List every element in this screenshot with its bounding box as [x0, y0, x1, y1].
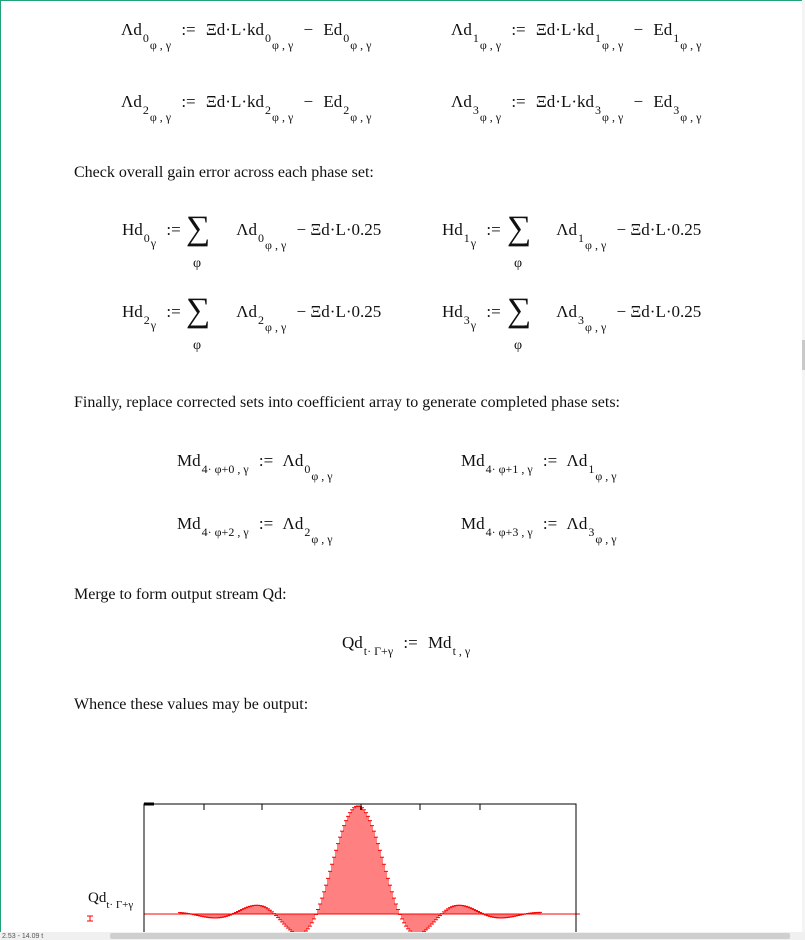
sum-var: φ	[193, 338, 202, 353]
eq-idx: φ , γ	[265, 238, 287, 252]
sum-var: φ	[193, 256, 202, 271]
eq-sub: 2	[258, 313, 265, 327]
finally-text: Finally, replace corrected sets into coefficient array to generate completed phase sets:	[74, 394, 620, 411]
eq-idx: φ , γ	[149, 38, 172, 52]
eq-sub: 2	[142, 103, 149, 117]
plot-y-label	[88, 890, 134, 911]
trace-marker-icon	[86, 914, 94, 922]
eq-sub: 1	[463, 231, 470, 245]
eq-sub: 3	[588, 525, 595, 539]
eq-lhs: Hd	[122, 302, 143, 321]
eq-term: Λd	[556, 302, 578, 321]
eq-sub: 0	[304, 462, 311, 476]
eq-sub: 1	[578, 231, 585, 245]
stem-plot[interactable]	[140, 800, 580, 936]
eq-rhs-b: Ed	[323, 92, 343, 111]
eq-idx: φ , γ	[602, 38, 624, 52]
eq-rhs: Λd	[566, 514, 588, 533]
eq-idx: φ , γ	[479, 110, 502, 124]
eq-sub: 3	[578, 313, 585, 327]
eq-lhs: Md	[177, 451, 201, 470]
check-gain-text: Check overall gain error across each phase set:	[74, 164, 374, 181]
eq-sub: 0	[143, 231, 150, 245]
eq-term: Λd	[556, 220, 578, 239]
eq-sub: 2	[143, 313, 150, 327]
whence-text: Whence these values may be output:	[74, 696, 309, 713]
eq-idx: φ , γ	[595, 469, 617, 483]
minus-op: −	[633, 92, 644, 111]
eq-sub: 2	[265, 103, 272, 117]
assign-op: :=	[181, 20, 196, 39]
eq-idx: γ	[150, 318, 157, 332]
assign-op: :=	[486, 302, 501, 321]
eq-sub: 0	[142, 31, 149, 45]
minus-op: −	[633, 20, 644, 39]
assign-op: :=	[542, 514, 558, 533]
eq-rhs: Λd	[282, 514, 304, 533]
eq-lhs: Λd	[121, 92, 142, 111]
eq-sub: 1	[588, 462, 595, 476]
plot-y-label-text: Qd	[88, 890, 107, 906]
eq-tail: − Ξd·L·0.25	[616, 302, 702, 321]
eq-idx: t , γ	[452, 644, 471, 658]
eq-sub: 3	[463, 313, 470, 327]
eq-sub: 3	[673, 103, 680, 117]
assign-op: :=	[166, 302, 181, 321]
minus-op: −	[303, 20, 314, 39]
eq-idx: φ , γ	[585, 320, 607, 334]
eq-sub: 0	[258, 231, 265, 245]
eq-rhs: Λd	[282, 451, 304, 470]
summation-icon: ∑	[186, 292, 211, 329]
eq-rhs: Md	[427, 633, 452, 652]
eq-sub: 1	[472, 31, 479, 45]
eq-tail: − Ξd·L·0.25	[616, 220, 702, 239]
assign-op: :=	[258, 451, 274, 470]
eq-lhs: Λd	[451, 20, 472, 39]
eq-idx: γ	[150, 236, 157, 250]
eq-sub: 2	[343, 103, 350, 117]
eq-idx: φ , γ	[595, 532, 617, 546]
eq-idx: 4· φ+3 , γ	[485, 525, 533, 539]
eq-idx: φ , γ	[311, 532, 333, 546]
eq-rhs-a: Ξd·L·kd	[205, 20, 265, 39]
eq-rhs-a: Ξd·L·kd	[205, 92, 265, 111]
eq-idx: φ , γ	[149, 110, 172, 124]
eq-idx: φ , γ	[680, 38, 702, 52]
summation-icon: ∑	[507, 210, 532, 247]
eq-sub: 0	[265, 31, 272, 45]
eq-lhs: Md	[461, 514, 485, 533]
summation-icon: ∑	[186, 210, 211, 247]
minus-op: −	[303, 92, 314, 111]
eq-lhs: Λd	[451, 92, 472, 111]
eq-lhs: Hd	[122, 220, 143, 239]
merge-text: Merge to form output stream Qd:	[74, 586, 287, 603]
eq-sub: 0	[343, 31, 350, 45]
eq-idx: 4· φ+1 , γ	[485, 462, 533, 476]
assign-op: :=	[181, 92, 196, 111]
eq-idx: φ , γ	[585, 238, 607, 252]
eq-idx: t· Γ+γ	[363, 644, 394, 658]
eq-tail: − Ξd·L·0.25	[296, 302, 382, 321]
eq-rhs: Λd	[566, 451, 588, 470]
assign-op: :=	[166, 220, 181, 239]
summation-icon: ∑	[507, 292, 532, 329]
eq-idx: φ , γ	[479, 38, 502, 52]
assign-op: :=	[542, 451, 558, 470]
eq-lhs: Λd	[121, 20, 142, 39]
eq-qd[interactable]	[342, 633, 471, 658]
eq-idx: φ , γ	[272, 38, 294, 52]
eq-idx: 4· φ+0 , γ	[201, 462, 249, 476]
eq-lhs: Qd	[342, 633, 363, 652]
eq-rhs-b: Ed	[323, 20, 343, 39]
assign-op: :=	[511, 20, 526, 39]
eq-tail: − Ξd·L·0.25	[296, 220, 382, 239]
status-text: 2.53 - 14.09 t	[2, 933, 44, 940]
eq-term: Λd	[236, 220, 258, 239]
eq-rhs-a: Ξd·L·kd	[535, 20, 595, 39]
eq-idx: φ , γ	[272, 110, 294, 124]
assign-op: :=	[486, 220, 501, 239]
eq-sub: 1	[595, 31, 602, 45]
eq-lhs: Md	[177, 514, 201, 533]
eq-idx: 4· φ+2 , γ	[201, 525, 249, 539]
sum-var: φ	[514, 256, 523, 271]
eq-sub: 1	[673, 31, 680, 45]
horizontal-scrollbar[interactable]	[0, 932, 805, 940]
eq-sub: 3	[595, 103, 602, 117]
eq-rhs-b: Ed	[653, 92, 673, 111]
eq-idx: φ , γ	[602, 110, 624, 124]
assign-op: :=	[258, 514, 274, 533]
plot-stems	[144, 806, 580, 934]
plot-y-label-idx: t· Γ+γ	[106, 899, 134, 911]
eq-sub: 3	[472, 103, 479, 117]
eq-rhs-b: Ed	[653, 20, 673, 39]
eq-idx: φ , γ	[350, 38, 372, 52]
eq-idx: φ , γ	[265, 320, 287, 334]
eq-rhs-a: Ξd·L·kd	[535, 92, 595, 111]
horizontal-scroll-thumb[interactable]	[110, 933, 790, 939]
eq-lhs: Md	[461, 451, 485, 470]
eq-idx: γ	[470, 318, 477, 332]
eq-idx: φ , γ	[311, 469, 333, 483]
eq-idx: φ , γ	[680, 110, 702, 124]
eq-sub: 2	[304, 525, 311, 539]
eq-idx: γ	[470, 236, 477, 250]
eq-term: Λd	[236, 302, 258, 321]
eq-lhs: Hd	[442, 302, 463, 321]
sum-var: φ	[514, 338, 523, 353]
eq-idx: φ , γ	[350, 110, 372, 124]
assign-op: :=	[511, 92, 526, 111]
eq-lhs: Hd	[442, 220, 463, 239]
assign-op: :=	[403, 633, 418, 652]
